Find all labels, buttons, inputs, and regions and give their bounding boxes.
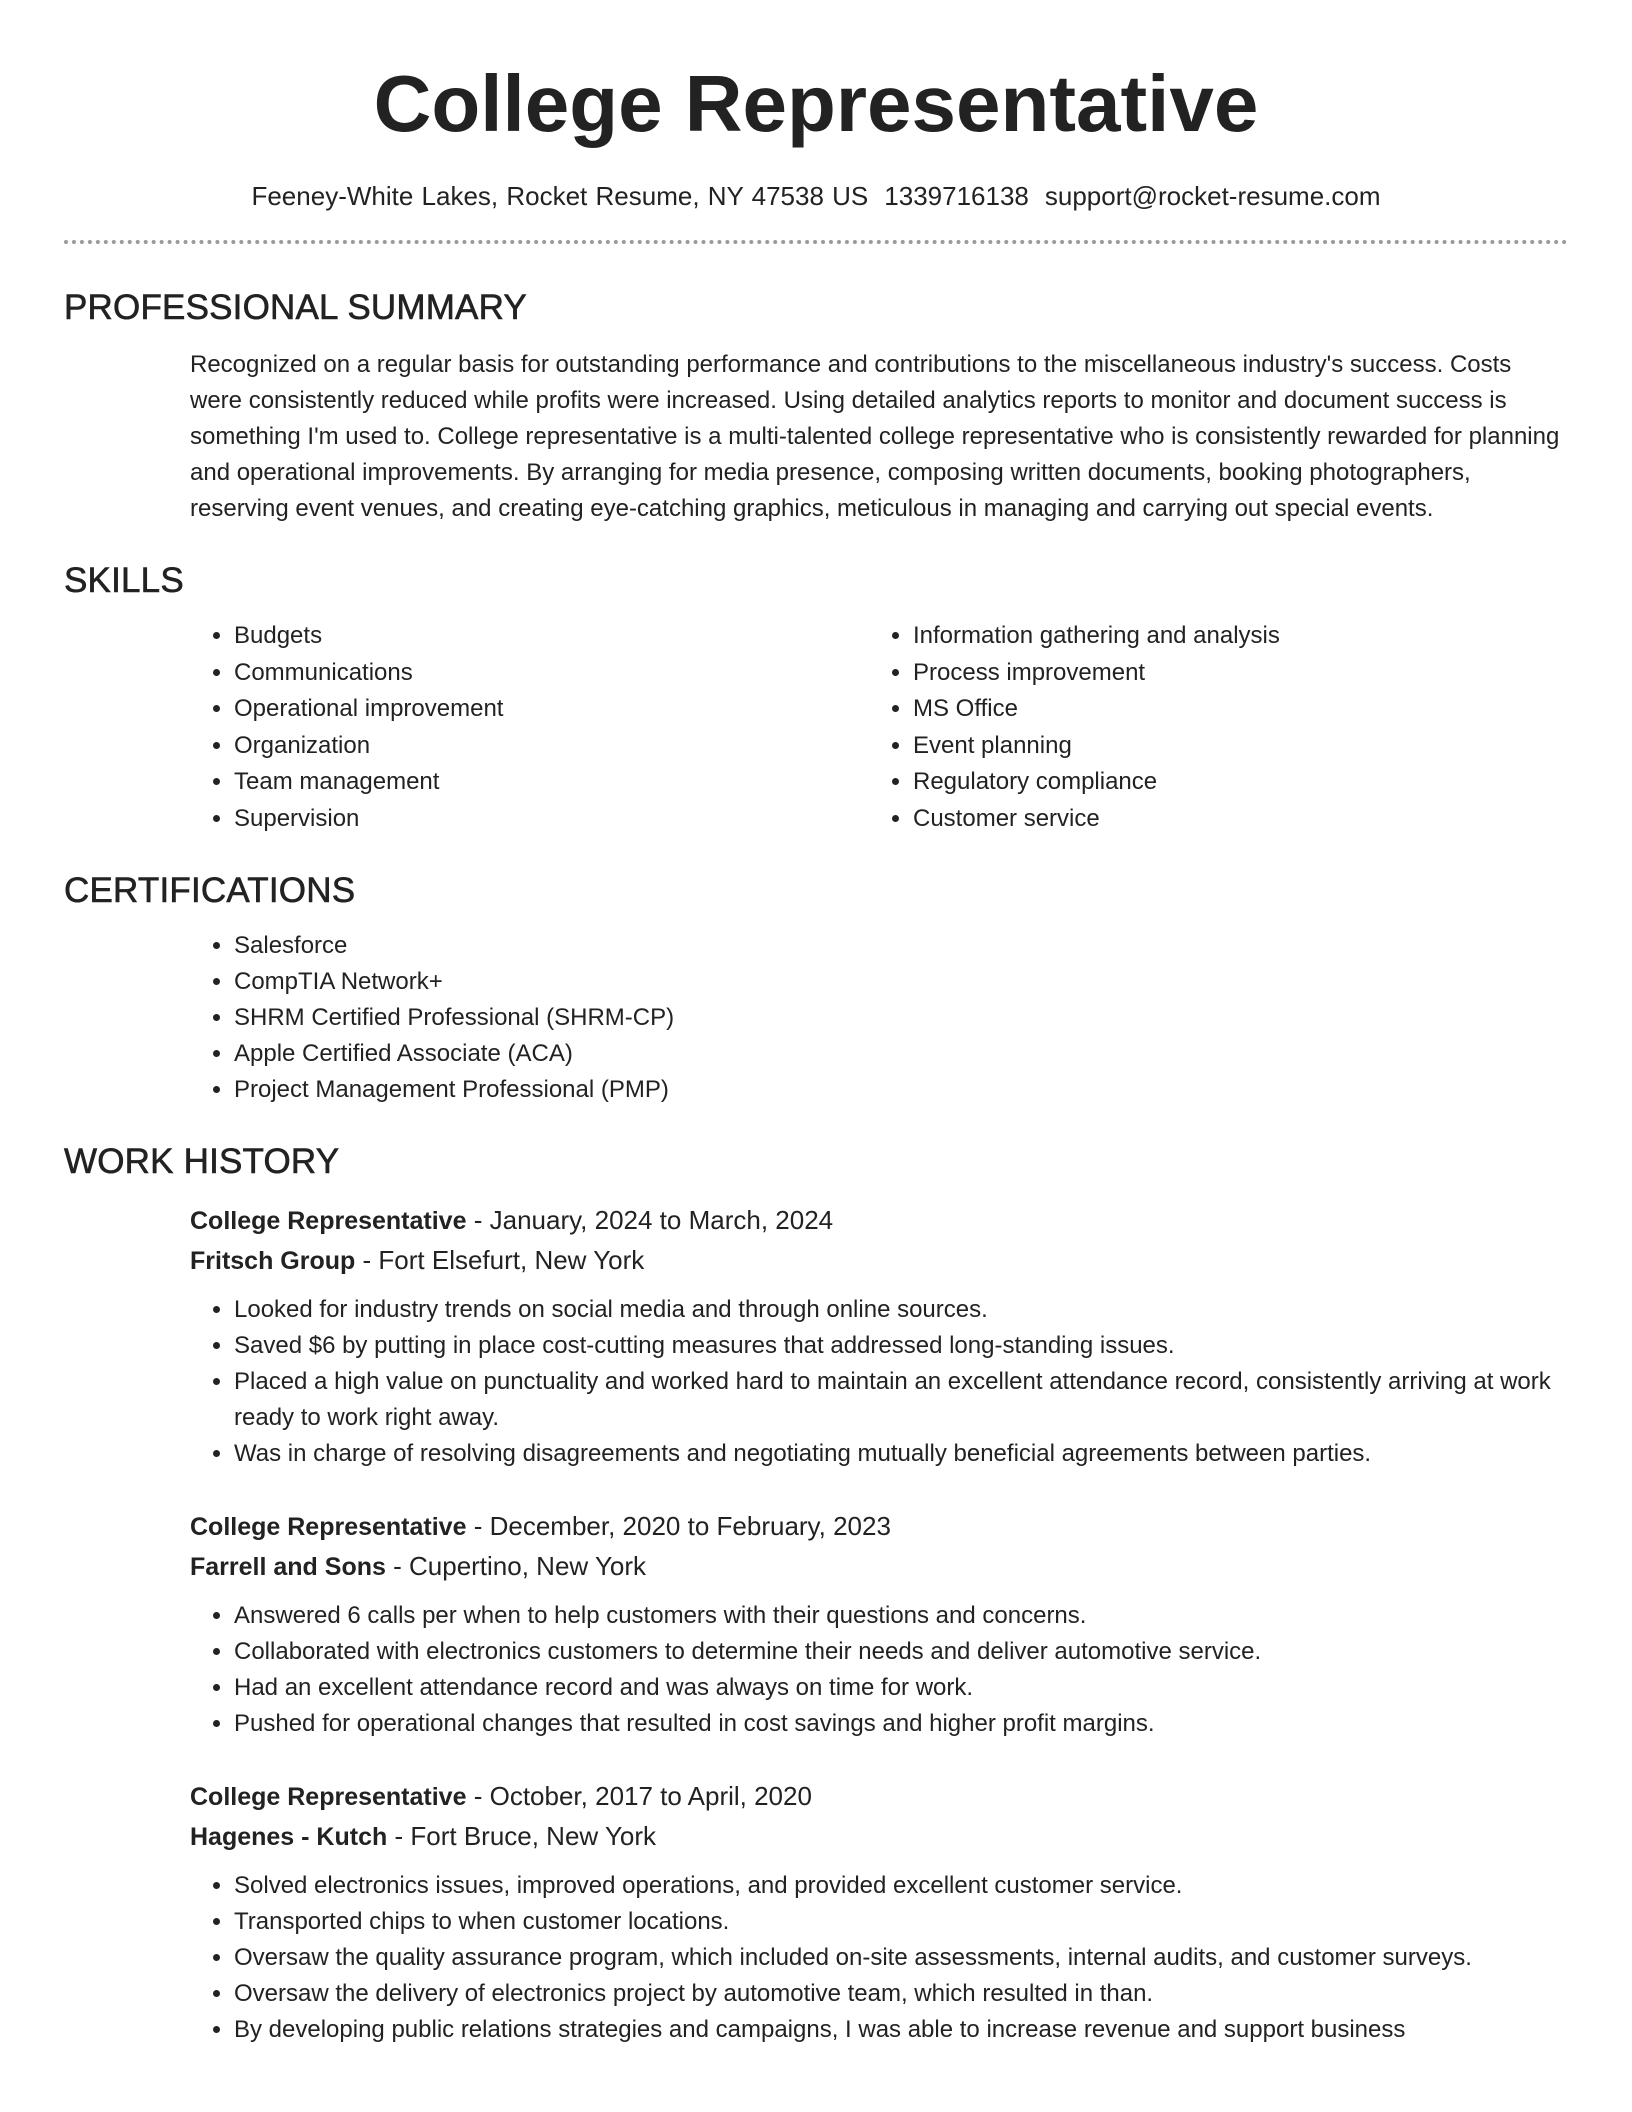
certification-item: • CompTIA Network+ <box>234 964 1568 1000</box>
work-history-heading: WORK HISTORY <box>64 1142 340 1181</box>
certification-item: • Salesforce <box>234 928 1568 964</box>
job-bullets <box>190 1598 1568 1742</box>
skill-item: • Information gathering and analysis <box>913 618 1568 655</box>
job-company-line <box>190 1817 1568 1857</box>
skills-heading: SKILLS <box>64 561 184 600</box>
job-company: Hagenes - Kutch <box>190 1823 388 1851</box>
header-divider <box>64 240 1568 244</box>
job-bullet: • Oversaw the quality assurance program, which included on-site assessments, internal audits, and customer surveys. <box>234 1940 1568 1976</box>
job-bullet: • Saved $6 by putting in place cost-cutting measures that addressed long-standing issues. <box>234 1328 1568 1364</box>
resume-name: College Representative <box>373 59 1259 148</box>
job-dates: - October, 2017 to April, 2020 <box>466 1781 812 1811</box>
skill-item: • Organization <box>234 728 869 765</box>
job-dates: - January, 2024 to March, 2024 <box>466 1205 834 1235</box>
job-company: Farrell and Sons <box>190 1553 386 1581</box>
certifications-list <box>190 928 1568 1108</box>
skill-item: • Event planning <box>913 728 1568 765</box>
skill-item: • Process improvement <box>913 655 1568 692</box>
certification-item: • Project Management Professional (PMP) <box>234 1072 1568 1108</box>
job-bullet: • Answered 6 calls per when to help customers with their questions and concerns. <box>234 1598 1568 1634</box>
skill-item: • Supervision <box>234 801 869 838</box>
job-location: - Cupertino, New York <box>385 1551 647 1581</box>
job-dates: - December, 2020 to February, 2023 <box>466 1511 891 1541</box>
job-title: College Representative <box>190 1207 467 1235</box>
job-bullet: • Transported chips to when customer locations. <box>234 1904 1568 1940</box>
certifications-heading: CERTIFICATIONS <box>64 871 356 910</box>
job-title-line <box>190 1201 1568 1241</box>
job-title: College Representative <box>190 1783 467 1811</box>
job-company-line <box>190 1241 1568 1281</box>
skill-item: • Operational improvement <box>234 691 869 728</box>
contact-phone: 1339716138 <box>884 181 1029 211</box>
contact-line <box>64 179 1568 213</box>
skill-item: • Communications <box>234 655 869 692</box>
job-title-line <box>190 1507 1568 1547</box>
job-bullet: • Pushed for operational changes that resulted in cost savings and higher profit margins. <box>234 1706 1568 1742</box>
summary-heading: PROFESSIONAL SUMMARY <box>64 288 527 327</box>
job-bullets <box>190 1292 1568 1472</box>
contact-address: Feeney-White Lakes, Rocket Resume, NY 47538 US <box>251 181 869 211</box>
skill-item: • Customer service <box>913 801 1568 838</box>
job-bullet: • By developing public relations strategies and campaigns, I was able to increase revenue and support business <box>234 2012 1568 2048</box>
skill-item: • Regulatory compliance <box>913 764 1568 801</box>
job-company: Fritsch Group <box>190 1247 356 1275</box>
job-bullet: • Placed a high value on punctuality and worked hard to maintain an excellent attendance record, consistently arriving at work ready to work right away. <box>234 1364 1568 1436</box>
job-entry <box>190 1507 1568 1742</box>
job-title: College Representative <box>190 1513 467 1541</box>
job-location: - Fort Elsefurt, New York <box>355 1245 645 1275</box>
job-bullet: • Had an excellent attendance record and was always on time for work. <box>234 1670 1568 1706</box>
skill-item: • Team management <box>234 764 869 801</box>
job-company-line <box>190 1547 1568 1587</box>
job-bullet: • Looked for industry trends on social media and through online sources. <box>234 1292 1568 1328</box>
job-entry <box>190 1201 1568 1472</box>
summary-text: Recognized on a regular basis for outstanding performance and contributions to the miscellaneous industry's success. Costs were consistently reduced while profits were increased. Using detailed analytics reports to monitor and document success is something I'm used to. College representative is a multi-talented college representative who is consistently rewarded for planning and operational improvements. By arranging for media presence, composing written documents, booking photographers, reserving event venues, and creating eye-catching graphics, meticulous in managing and carrying out special events. <box>190 351 1560 522</box>
job-entry <box>190 1777 1568 2048</box>
skills-column-right <box>869 618 1568 837</box>
skill-item: • MS Office <box>913 691 1568 728</box>
job-bullet: • Collaborated with electronics customers to determine their needs and deliver automotive service. <box>234 1634 1568 1670</box>
resume-page <box>64 0 1568 2048</box>
certification-item: • SHRM Certified Professional (SHRM-CP) <box>234 1000 1568 1036</box>
job-bullet: • Was in charge of resolving disagreements and negotiating mutually beneficial agreements between parties. <box>234 1436 1568 1472</box>
job-location: - Fort Bruce, New York <box>387 1821 657 1851</box>
skills-column-left <box>190 618 869 837</box>
job-bullet: • Oversaw the delivery of electronics project by automotive team, which resulted in than. <box>234 1976 1568 2012</box>
contact-email: support@rocket-resume.com <box>1044 181 1381 211</box>
job-bullets <box>190 1868 1568 2048</box>
skill-item: • Budgets <box>234 618 869 655</box>
certification-item: • Apple Certified Associate (ACA) <box>234 1036 1568 1072</box>
job-bullet: • Solved electronics issues, improved operations, and provided excellent customer service. <box>234 1868 1568 1904</box>
job-title-line <box>190 1777 1568 1817</box>
skills-grid <box>190 618 1568 837</box>
